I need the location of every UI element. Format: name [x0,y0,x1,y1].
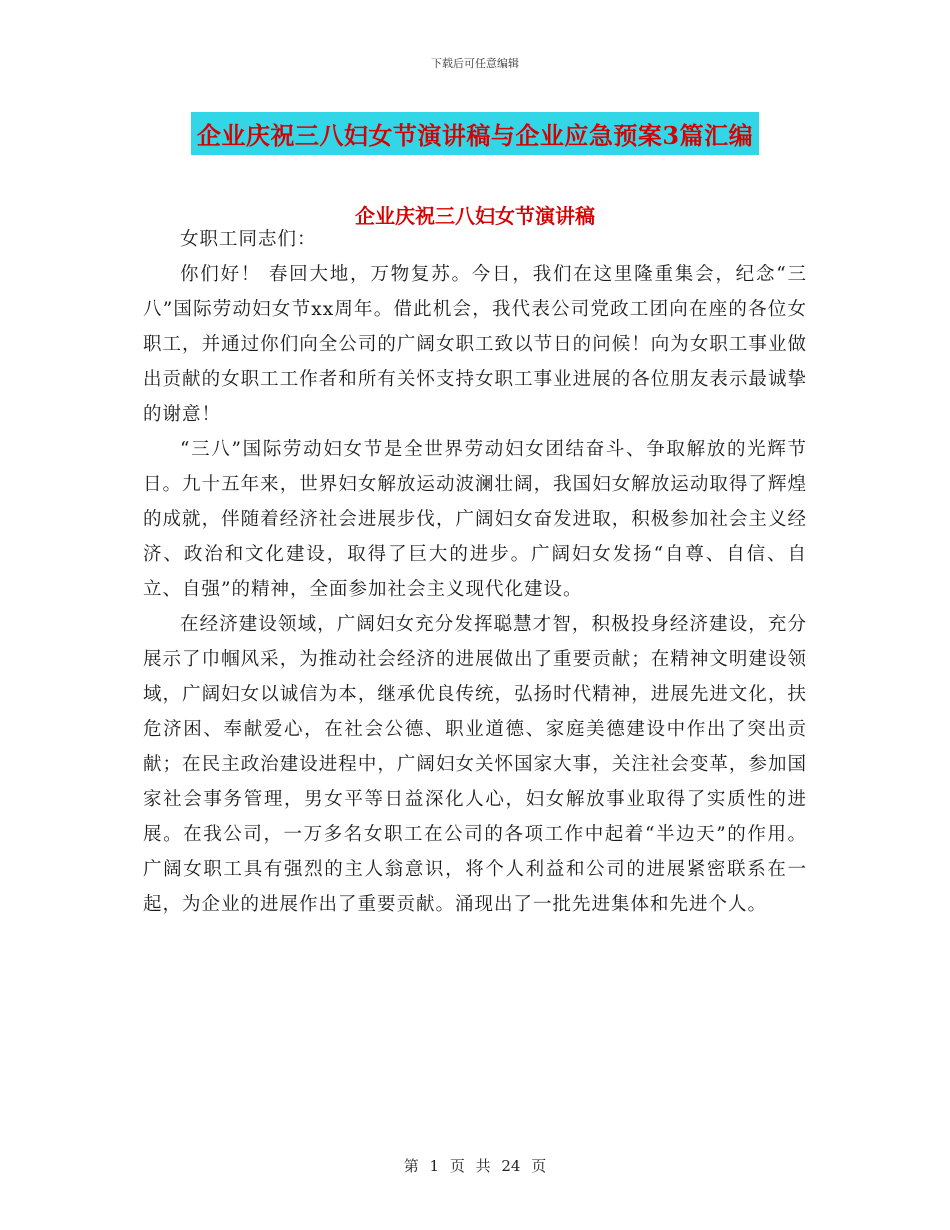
header-note: 下载后可任意编辑 [431,57,519,70]
document-title-wrapper [0,112,950,155]
document-body [143,222,807,922]
paragraph: 在经济建设领域，广阔妇女充分发挥聪慧才智，积极投身经济建设，充分展示了巾帼风采，为推动社会经济的进展做出了重要贡献；在精神文明建设领域，广阔妇女以诚信为本，继承优良传统，弘扬时代精神，进展先进文化，扶危济困、奉献爱心，在社会公德、职业道德、家庭美德建设中作出了突出贡献；在民主政治建设进程中，广阔妇女关怀国家大事，关注社会变革，参加国家社会事务管理，男女平等日益深化人心，妇女解放事业取得了实质性的进展。在我公司，一万多名女职工在公司的各项工作中起着“半边天”的作用。广阔女职工具有强烈的主人翁意识，将个人利益和公司的进展紧密联系在一起，为企业的进展作出了重要贡献。涌现出了一批先进集体和先进个人。 [143,614,807,915]
paragraph-salutation: 女职工同志们： [180,229,317,250]
paragraph: 你们好！ 春回大地，万物复苏。今日，我们在这里隆重集会，纪念“三八”国际劳动妇女节xx周年。借此机会，我代表公司党政工团向在座的各位女职工，并通过你们向全公司的广阔女职工致以节日的问候！向为女职工事业做出贡献的女职工工作者和所有关怀支持女职工事业进展的各位朋友表示最诚挚的谢意！ [143,264,807,425]
paragraph: “三八”国际劳动妇女节是全世界劳动妇女团结奋斗、争取解放的光辉节日。九十五年来，世界妇女解放运动波澜壮阔，我国妇女解放运动取得了辉煌的成就，伴随着经济社会进展步伐，广阔妇女奋发进取，积极参加社会主义经济、政治和文化建设，取得了巨大的进步。广阔妇女发扬“自尊、自信、自立、自强”的精神，全面参加社会主义现代化建设。 [143,439,807,600]
page-footer: 第 1 页 共 24 页 [403,1157,547,1175]
document-title: 企业庆祝三八妇女节演讲稿与企业应急预案3篇汇编 [191,112,759,155]
section-title: 企业庆祝三八妇女节演讲稿 [355,204,595,228]
